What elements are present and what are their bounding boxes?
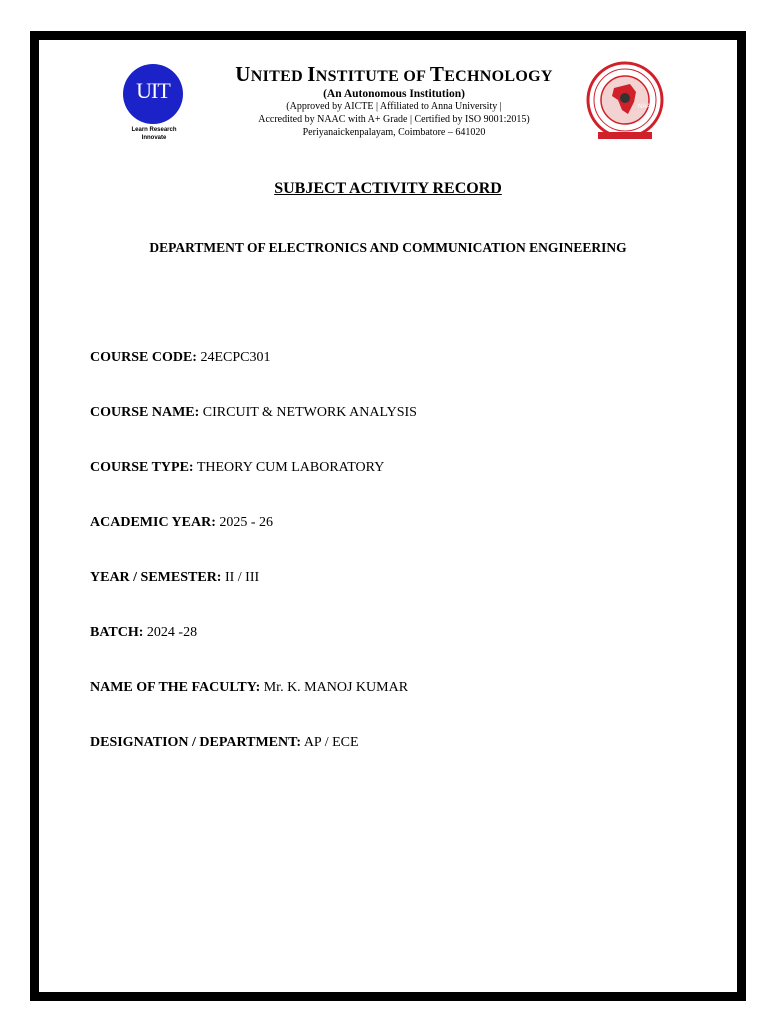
institution-info <box>199 58 589 139</box>
document-title: SUBJECT ACTIVITY RECORD <box>274 180 502 197</box>
field-label: ACADEMIC YEAR: <box>90 515 216 530</box>
field-course-code <box>90 350 270 366</box>
field-value: 2025 - 26 <box>215 515 274 530</box>
field-value: THEORY CUM LABORATORY <box>193 460 385 475</box>
uit-logo <box>119 64 209 154</box>
department-name: DEPARTMENT OF ELECTRONICS AND COMMUNICATION ENGINEERING <box>149 240 627 255</box>
field-value: Mr. K. MANOJ KUMAR <box>260 680 409 695</box>
name-rest-1: NITED <box>250 68 308 85</box>
field-label: COURSE TYPE: <box>90 460 194 475</box>
field-label: COURSE CODE: <box>90 350 197 365</box>
field-label: BATCH: <box>90 625 144 640</box>
institution-approval: (Approved by AICTE | Affiliated to Anna University | <box>286 101 502 112</box>
uit-tagline-line2: Innovate <box>141 135 167 141</box>
field-value: AP / ECE <box>301 735 359 750</box>
institution-address: Periyanaickenpalayam, Coimbatore – 641020 <box>302 127 486 138</box>
field-value: II / III <box>221 570 260 585</box>
field-label: NAME OF THE FACULTY: <box>90 680 261 695</box>
name-rest-2: NSTITUTE OF <box>315 68 430 85</box>
field-faculty-name <box>90 680 408 696</box>
field-value: 2024 -28 <box>143 625 198 640</box>
institution-name <box>199 62 589 87</box>
field-label: YEAR / SEMESTER: <box>90 570 222 585</box>
name-cap-t: T <box>429 62 445 86</box>
field-designation-department <box>90 735 359 751</box>
page-border <box>30 31 746 1001</box>
name-cap-i: I <box>307 62 316 86</box>
naac-seal-text: NAAC <box>638 104 655 110</box>
naac-seal-icon <box>584 60 666 142</box>
name-cap-u: U <box>235 62 251 86</box>
uit-logo-text: UIT <box>136 78 170 103</box>
institution-accreditation: Accredited by NAAC with A+ Grade | Certified by ISO 9001:2015) <box>258 114 530 125</box>
field-batch <box>90 625 197 641</box>
field-academic-year <box>90 515 273 531</box>
field-label: DESIGNATION / DEPARTMENT: <box>90 735 302 750</box>
field-year-semester <box>90 570 259 586</box>
field-course-name <box>90 405 417 421</box>
field-value: 24ECPC301 <box>196 350 271 365</box>
uit-tagline-line1: Learn Research <box>131 127 177 133</box>
naac-seal-logo <box>584 60 666 142</box>
field-value: CIRCUIT & NETWORK ANALYSIS <box>199 405 417 420</box>
field-course-type <box>90 460 384 476</box>
field-label: COURSE NAME: <box>90 405 200 420</box>
name-rest-3: ECHNOLOGY <box>444 68 553 85</box>
institution-header <box>119 58 659 158</box>
institution-subtitle: (An Autonomous Institution) <box>323 88 465 100</box>
uit-logo-tagline <box>119 126 189 142</box>
